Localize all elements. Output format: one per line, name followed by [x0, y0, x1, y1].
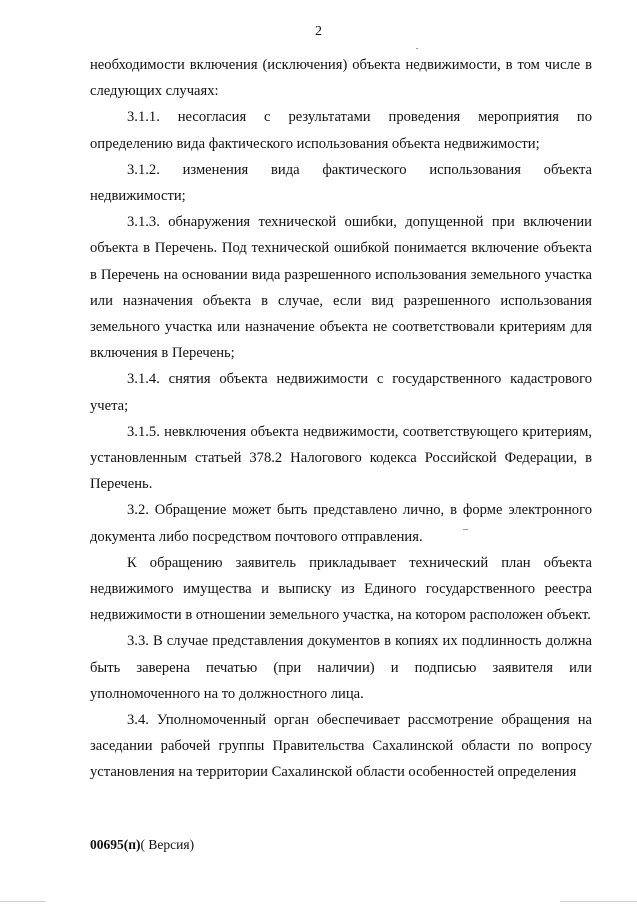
clause-3-1-2: 3.1.2. изменения вида фактического использования объекта недвижимости;	[90, 161, 592, 205]
clause-3-1-1: 3.1.1. несогласия с результатами проведения мероприятия по определению вида фактического использования объекта недвижимости;	[90, 109, 592, 152]
clause-3-2: 3.2. Обращение может быть представлено лично, в форме электронного документа либо посредством почтового отправления.	[90, 502, 592, 545]
clause-3-1-5: 3.1.5. невключения объекта недвижимости, соответствующего критериям, установленным статьей 378.2 Налогового кодекса Российской Федерации, в Перечень.	[90, 423, 592, 493]
scan-line	[560, 901, 637, 902]
clause-3-1-3: 3.1.3. обнаружения технической ошибки, допущенной при включении объекта в Перечень. Под технической ошибкой понимается включение объекта в Перечень на основании вида разрешенного использования земельного участка или назначения объекта в случае, если вид разрешенного использования земельного участка или назначение объекта не соответствовали критериям для включения в Перечень;	[90, 214, 592, 362]
document-version: ( Версия)	[140, 837, 195, 852]
clause-3-3: 3.3. В случае представления документов в копиях их подлинность должна быть заверена печатью (при наличии) и подписью заявителя или уполномоченного на то должностного лица.	[90, 633, 592, 702]
document-footer-code	[90, 837, 194, 853]
clause-3-1-4: 3.1.4. снятия объекта недвижимости с государственного кадастрового учета;	[90, 371, 592, 414]
document-body	[90, 52, 592, 786]
paragraph-continuation: необходимости включения (исключения) объекта недвижимости, в том числе в следующих случаях:	[90, 57, 592, 100]
clause-3-2-attachments: К обращению заявитель прикладывает технический план объекта недвижимого имущества и выписку из Единого государственного реестра недвижимости в отношении земельного участка, на котором расположен объект.	[90, 554, 592, 624]
scan-dot	[463, 529, 468, 530]
scan-line	[0, 901, 46, 902]
document-code: 00695(п)	[90, 837, 141, 852]
clause-3-4: 3.4. Уполномоченный орган обеспечивает рассмотрение обращения на заседании рабочей группы Правительства Сахалинской области по вопросу установления на территории Сахалинской области особенностей определения	[90, 712, 592, 781]
page-number: 2	[315, 24, 322, 39]
scan-dot	[416, 48, 418, 49]
